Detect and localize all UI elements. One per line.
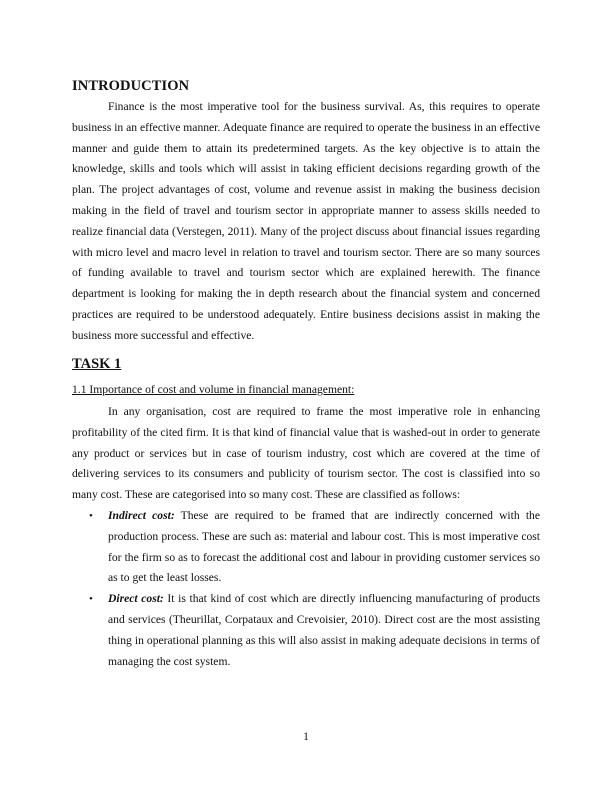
bullet-icon: • [89,593,93,606]
page-number: 1 [303,730,309,743]
task1-paragraph: In any organisation, cost are required to frame the most imperative role in enhancing profitability of the cited firm. It is that kind of financial value that is washed-out in order to generate any product or services but in case of tourism industry, cost which are covered at the time of delivering services to its consumers and publicity of tourism sector. The cost is classified into so many cost. These are categorised into so many cost. These are classified as follows: [72,405,540,502]
introduction-paragraph: Finance is the most imperative tool for the business survival. As, this requires to operate business in an effective manner. Adequate finance are required to operate the business in an effective manner and guide them to attain its predetermined targets. As the key objective is to attain the knowledge, skills and tools which will assist in taking efficient decisions regarding growth of the plan. The project advantages of cost, volume and revenue assist in making the business decision making in the field of travel and tourism sector in appropriate manner to assess skills needed to realize financial data (Verstegen, 2011). Many of the project discuss about financial issues regarding with micro level and macro level in relation to travel and tourism sector. There are so many sources of funding available to travel and tourism sector which are explained herewith. The finance department is looking for making the in depth research about the financial system and concerned practices are required to be understood adequately. Entire business decisions assist in making the business more successful and effective. [72,100,540,342]
bullet-text: It is that kind of cost which are directly influencing manufacturing of products and services (Theurillat, Corpataux and Crevoisier, 2010). Direct cost are the most assisting thing in operational planning as this will also assist in making adequate decisions in terms of managing the cost system. [108,592,540,668]
introduction-heading: INTRODUCTION [72,78,190,94]
bullet-term: Direct cost: [108,592,164,606]
bullet-text: These are required to be framed that are indirectly concerned with the production process. These are such as: material and labour cost. This is most imperative cost for the firm so as to forecast the additional cost and labour in providing customer services so as to get the least losses. [108,509,540,585]
bullet-indirect-cost [72,506,540,589]
cost-bullet-list [72,506,540,672]
bullet-direct-cost [72,589,540,672]
bullet-icon: • [89,510,93,522]
task1-subheading: 1.1 Importance of cost and volume in financial management: [72,383,355,396]
task1-heading: TASK 1 [72,356,122,372]
bullet-term: Indirect cost: [108,509,175,522]
